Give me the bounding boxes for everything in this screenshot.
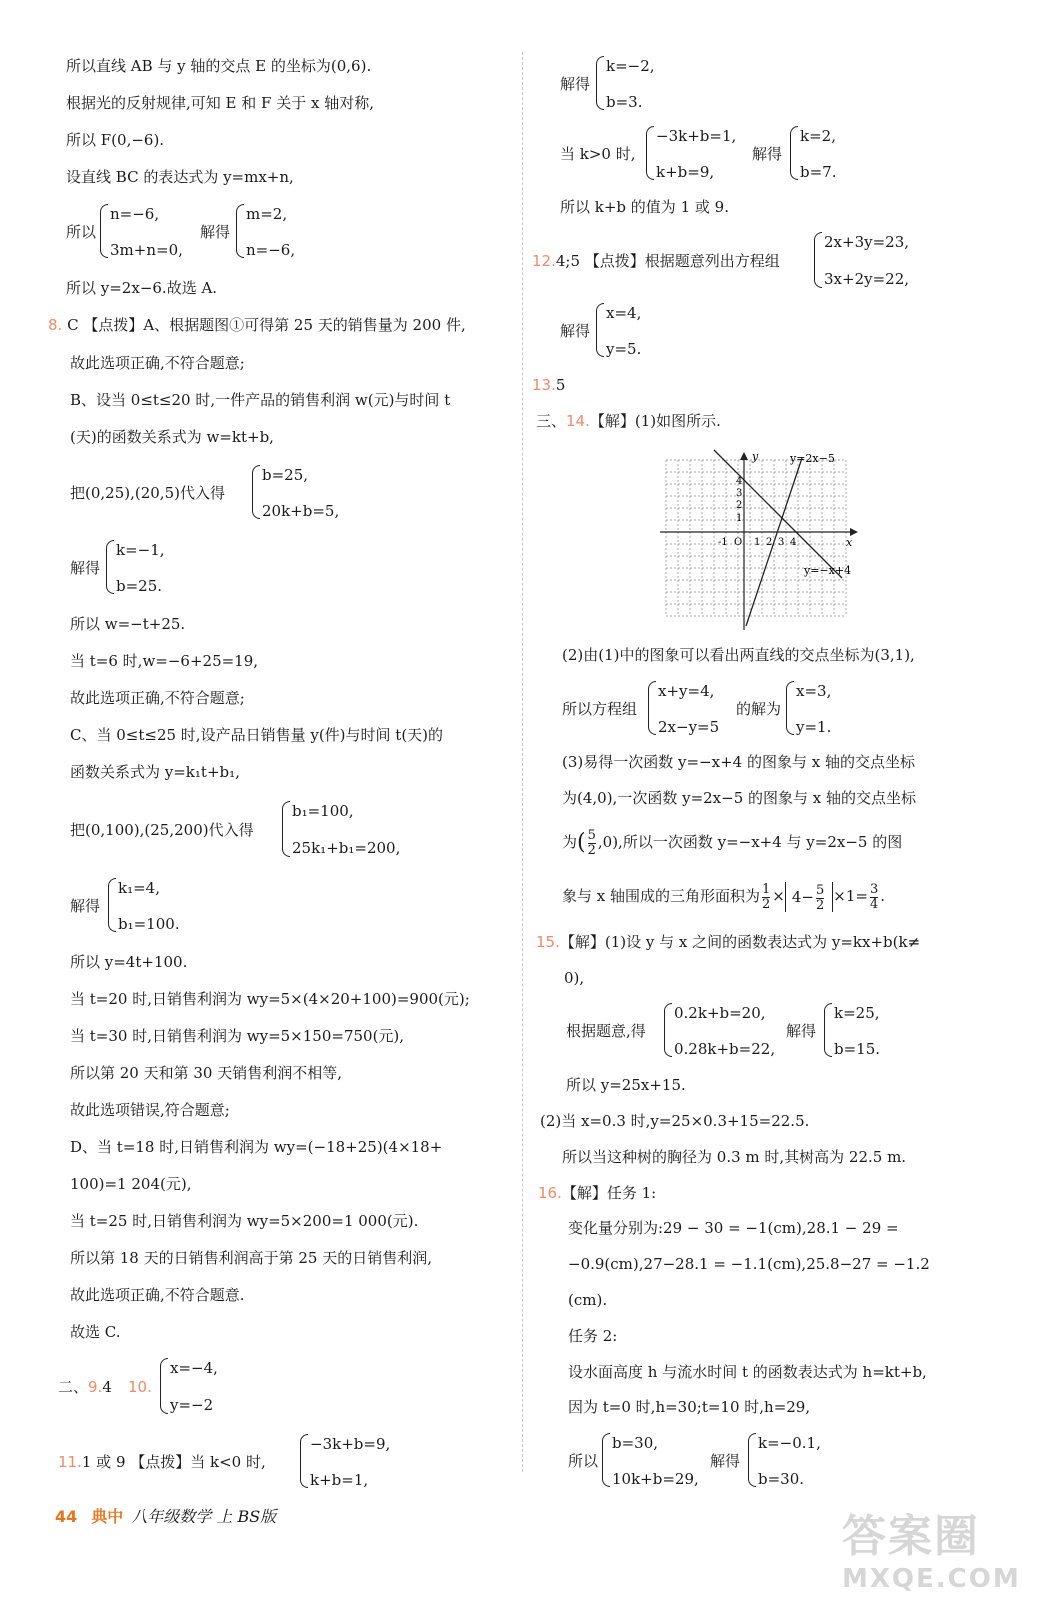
text-line: 0), [564,969,585,987]
coordinate-graph [660,448,866,630]
equation-row: x=4, [606,304,642,322]
text-line: (3)易得一次函数 y=−x+4 的图象与 x 轴的交点坐标 [562,753,915,771]
text-line: −0.9(cm),27−28.1 = −1.1(cm),25.8−27 = −1.2 [568,1255,930,1273]
equation-row: y=5. [606,340,642,358]
equation-row: k=25, [834,1004,880,1022]
question-15 [536,932,920,952]
origin-label: O [734,537,743,548]
fraction [870,883,878,912]
line-label-1: y=2x−5 [790,452,835,465]
text-fragment: 4− [791,888,814,906]
text-fragment: ,0),所以一次函数 y=−x+4 与 y=2x−5 的图 [597,833,903,851]
equation-row: k+b=9, [656,163,715,181]
text-line: 当 t=20 时,日销售利润为 wy=5×(4×20+100)=900(元); [70,990,470,1008]
numerator: 1 [762,881,771,897]
equation-row: k=2, [800,127,836,145]
text-line: 把(0,25),(20,5)代入得 [70,484,225,502]
text-line: 所以第 18 天的日销售利润高于第 25 天的日销售利润, [70,1249,433,1267]
y-tick-label: 4 [736,476,743,487]
text-line: 解得 [710,1452,741,1470]
question-number: 16. [538,1184,562,1202]
text-line: 当 t=6 时,w=−6+25=19, [70,652,259,670]
text-line: D、当 t=18 时,日销售利润为 wy=(−18+25)(4×18+ [70,1138,443,1156]
denominator: 2 [762,896,771,912]
equation-row: k=−2, [606,57,655,75]
page-number: 44 [55,1507,78,1526]
question-number: 8. [48,316,63,334]
equation-row: 2x−y=5 [658,718,720,736]
fraction [762,883,770,912]
y-axis-label: y [752,450,759,463]
text-line: 解得 [70,897,101,915]
text-line: 所以 [568,1452,599,1470]
answer-text: 4 [102,1378,112,1396]
absolute-value [785,882,833,912]
question-text: 【解】(1)如图所示. [589,412,721,430]
text-line-area: 象与 x 轴围成的三角形面积为 $\frac{1}{2}$ × 4− $\frac{5}{2}$ ×1= $\frac{3}{4}$ . [562,881,886,913]
book-title: 八年级数学 上 BS版 [131,1507,277,1526]
text-line: 所以第 20 天和第 30 天销售利润不相等, [70,1064,343,1082]
equation-row: −3k+b=1, [656,127,737,145]
text-line: 故选 C. [70,1323,121,1341]
y-tick-label: 2 [736,500,743,511]
y-tick-label: 3 [736,488,743,499]
equation-row: 10k+b=29, [612,1470,699,1488]
text-line: (cm). [568,1291,608,1309]
x-tick-label: 1 [754,537,761,548]
question-14 [536,411,721,431]
question-number: 14. [566,412,590,430]
text-line: 故此选项正确,不符合题意; [70,354,245,372]
text-line: 解得 [560,75,591,93]
line-minus-x-plus-4 [714,450,842,578]
text-line: 所以 y=4t+100. [70,953,188,971]
text-line: 变化量分别为:29 − 30 = −1(cm),28.1 − 29 = [568,1219,899,1237]
equation-row: b₁=100, [292,802,354,820]
equation-row: m=2, [246,205,288,223]
equation-row: 3x+2y=22, [824,270,910,288]
equation-row: n=−6, [110,205,160,223]
equation-row: 2x+3y=23, [824,233,910,251]
equation-row: b=30, [612,1434,659,1452]
y-tick-label: 1 [736,513,743,524]
equation-row: b=25, [262,466,309,484]
watermark [842,1500,1022,1594]
y-axis-arrow [740,452,748,460]
equation-row: b=25. [116,577,163,595]
equation-row: −3k+b=9, [310,1435,391,1453]
column-divider [522,52,523,1472]
x-axis-label: x [846,536,853,549]
equation-row: k₁=4, [118,879,160,897]
text-line: 设水面高度 h 与流水时间 t 的函数表达式为 h=kt+b, [568,1363,927,1381]
text-line: 解得 [786,1022,817,1040]
equation-row: 20k+b=5, [262,502,340,520]
page-footer [55,1504,276,1527]
numerator: 5 [587,827,596,843]
section-label: 三、 [536,412,567,430]
answer-text: 5 [555,376,566,394]
x-tick-label: 2 [766,537,773,548]
text-line: 故此选项正确,不符合题意; [70,689,245,707]
x-tick-label: 4 [790,537,797,548]
question-number: 12. [532,252,556,270]
equation-row: 3m+n=0, [110,241,183,259]
text-line: 100)=1 204(元), [70,1175,192,1193]
equation-row: 0.28k+b=22, [674,1040,776,1058]
watermark-text: 答案圈 [842,1511,980,1562]
text-line: 所以 w=−t+25. [70,615,186,633]
line-label-2: y=−x+4 [804,564,852,577]
text-line: 根据题意,得 [566,1022,646,1040]
text-line: C、当 0≤t≤25 时,设产品日销售量 y(件)与时间 t(天)的 [70,726,444,744]
question-number: 13. [532,376,556,394]
equation-row: 0.2k+b=20, [674,1004,766,1022]
equation-row: b=30. [758,1470,805,1488]
question-16 [538,1183,656,1203]
question-number: 11. [58,1453,82,1471]
question-number: 10. [128,1378,152,1396]
denominator: 2 [815,897,825,913]
x-tick-label: -1 [718,537,728,548]
question-13 [532,375,565,395]
text-line: 所以方程组 [562,700,638,718]
equation-row: x=−4, [170,1359,218,1377]
question-text: C 【点拨】A、根据题图①可得第 25 天的销售量为 200 件, [62,316,466,334]
text-line: 把(0,100),(25,200)代入得 [70,821,254,839]
equation-row: k+b=1, [310,1471,369,1489]
text-line: 故此选项正确,不符合题意. [70,1286,245,1304]
text-line: 为(4,0),一次函数 y=2x−5 的图象与 x 轴的交点坐标 [562,789,917,807]
equation-row: y=1. [796,718,832,736]
fraction [588,829,596,858]
equation-row: 25k₁+b₁=200, [292,839,401,857]
text-fragment: 象与 x 轴围成的三角形面积为 [562,887,760,905]
equation-row: x+y=4, [658,682,715,700]
question-12 [532,251,780,271]
question-text: 1 或 9 【点拨】当 k<0 时, [81,1453,266,1471]
text-line: 当 t=25 时,日销售利润为 wy=5×200=1 000(元). [70,1212,419,1230]
text-line: 解得 [560,322,591,340]
text-line: 所以 y=2x−6.故选 A. [66,279,218,297]
text-line: 解得 [70,559,101,577]
question-8 [48,315,466,335]
text-line: 解得 [200,223,231,241]
denominator: 4 [869,896,879,912]
equation-row: b₁=100. [118,915,180,933]
text-line: (天)的函数关系式为 w=kt+b, [70,428,274,446]
text-line: 所以 y=25x+15. [566,1076,686,1094]
equation-row: y=−2 [170,1396,214,1414]
watermark-url: MXQE.COM [842,1564,1021,1594]
equation-row: n=−6, [246,241,296,259]
x-tick-label: 3 [778,537,785,548]
question-number: 15. [536,933,560,951]
equation-row: x=3, [796,682,832,700]
fraction [816,884,824,913]
section-label: 二、 [58,1378,89,1396]
text-line: 所以 k+b 的值为 1 或 9. [560,198,729,216]
text-fragment: 为 [562,833,578,851]
question-number: 9. [88,1378,103,1396]
text-line: 函数关系式为 y=k₁t+b₁, [70,763,240,781]
text-line: (2)当 x=0.3 时,y=25×0.3+15=22.5. [540,1112,810,1130]
text-line: B、设当 0≤t≤20 时,一件产品的销售利润 w(元)与时间 t [70,391,451,409]
equation-row: k=−1, [116,541,165,559]
text-line: 所以直线 AB 与 y 轴的交点 E 的坐标为(0,6). [66,57,372,75]
text-line: 当 k>0 时, [560,145,636,163]
question-11 [58,1452,266,1472]
text-fragment: ×1= [833,887,868,905]
text-line: 根据光的反射规律,可知 E 和 F 关于 x 轴对称, [66,94,374,112]
paren: ( [577,830,586,855]
text-line: 所以 F(0,−6). [66,131,165,149]
numerator: 3 [869,881,879,897]
numerator: 5 [815,882,825,898]
equation-row: b=7. [800,163,837,181]
text-line: 所以当这种树的胸径为 0.3 m 时,其树高为 22.5 m. [562,1148,907,1166]
text-line: 解得 [752,145,783,163]
text-line: 因为 t=0 时,h=30;t=10 时,h=29, [568,1398,811,1416]
text-line: 所以 [66,223,97,241]
text-line: (2)由(1)中的图象可以看出两直线的交点坐标为(3,1), [562,646,915,664]
question-text: 【解】(1)设 y 与 x 之间的函数表达式为 y=kx+b(k≠ [559,933,921,951]
text-line: 当 t=30 时,日销售利润为 wy=5×150=750(元), [70,1027,405,1045]
question-text: 4;5 【点拨】根据题意列出方程组 [555,252,780,270]
text-line: 故此选项错误,符合题意; [70,1101,230,1119]
brand-logo: 典中 [91,1507,124,1526]
text-line-fraction [562,828,902,858]
equation-row: b=15. [834,1040,881,1058]
question-10-number [128,1377,152,1397]
text-line: 设直线 BC 的表达式为 y=mx+n, [66,168,294,186]
x-axis-arrow [850,528,858,536]
denominator: 2 [587,842,596,858]
text-line: 任务 2: [568,1327,618,1345]
section-2 [58,1377,112,1397]
question-text: 【解】任务 1: [561,1184,657,1202]
equation-row: b=3. [606,93,643,111]
equation-row: k=−0.1, [758,1434,821,1452]
text-line: 的解为 [736,700,782,718]
